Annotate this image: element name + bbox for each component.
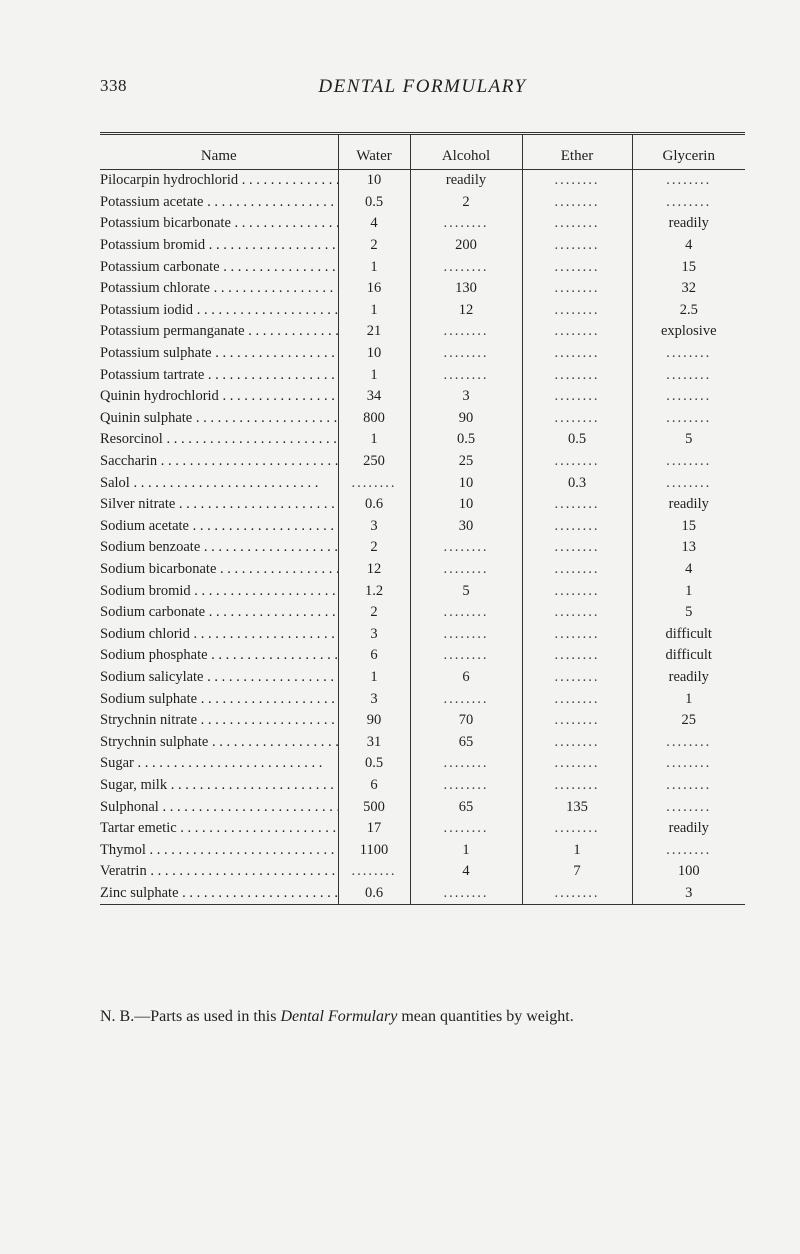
cell-glycerin: readily [632,213,745,235]
substance-name: Sodium bromid . . . [100,583,338,599]
substance-name: Salol . . . [100,475,318,491]
table-header-row [100,134,745,170]
cell-ether: ........ [522,235,632,257]
table-row [100,710,745,732]
cell-glycerin: 5 [632,429,745,451]
cell-glycerin: 2.5 [632,300,745,322]
cell-alcohol: 65 [410,731,522,753]
cell-name [100,321,338,343]
table-row [100,602,745,624]
cell-water: 1 [338,667,410,689]
cell-alcohol: ........ [410,645,522,667]
table-row [100,408,745,430]
cell-alcohol: 5 [410,580,522,602]
substance-name: Potassium bromid . . . [100,237,338,253]
cell-water: 3 [338,516,410,538]
cell-name [100,580,338,602]
cell-water: 3 [338,688,410,710]
cell-ether: ........ [522,731,632,753]
cell-water: 31 [338,731,410,753]
cell-water: 2 [338,602,410,624]
cell-ether: ........ [522,300,632,322]
cell-glycerin: ........ [632,343,745,365]
table-row [100,559,745,581]
footnote-prefix: N. B.—Parts as used in this [100,1008,281,1025]
cell-ether: 0.5 [522,429,632,451]
cell-glycerin: ........ [632,472,745,494]
cell-ether: ........ [522,192,632,214]
cell-name [100,753,338,775]
cell-water: 21 [338,321,410,343]
cell-name [100,494,338,516]
cell-water: 6 [338,775,410,797]
cell-ether: ........ [522,408,632,430]
cell-water: 1 [338,429,410,451]
substance-name: Quinin hydrochlorid . . . [100,388,338,404]
cell-water: 4 [338,213,410,235]
cell-alcohol: ........ [410,623,522,645]
table-row [100,645,745,667]
table-row [100,300,745,322]
cell-ether: ........ [522,256,632,278]
cell-alcohol: 2 [410,192,522,214]
table-row [100,839,745,861]
cell-alcohol: 30 [410,516,522,538]
cell-water: 6 [338,645,410,667]
cell-glycerin: 13 [632,537,745,559]
substance-name: Potassium permanganate . . . [100,323,338,339]
table-row [100,386,745,408]
cell-alcohol: 12 [410,300,522,322]
cell-alcohol: ........ [410,602,522,624]
substance-name: Sodium chlorid . . . [100,626,338,642]
cell-name [100,451,338,473]
table-row [100,278,745,300]
cell-ether: ........ [522,516,632,538]
solubility-table-container [100,132,745,905]
cell-ether: ........ [522,645,632,667]
cell-ether: 1 [522,839,632,861]
cell-name [100,170,338,192]
cell-ether: ........ [522,321,632,343]
substance-name: Sodium phosphate . . . [100,647,338,663]
cell-name [100,192,338,214]
cell-alcohol: 10 [410,472,522,494]
table-row [100,343,745,365]
cell-glycerin: 4 [632,559,745,581]
cell-alcohol: ........ [410,364,522,386]
cell-alcohol: ........ [410,537,522,559]
cell-ether: ........ [522,451,632,473]
column-header-alcohol: Alcohol [410,134,522,170]
cell-name [100,429,338,451]
column-header-ether: Ether [522,134,632,170]
cell-glycerin: 15 [632,256,745,278]
cell-glycerin: ........ [632,775,745,797]
cell-glycerin: 32 [632,278,745,300]
cell-glycerin: ........ [632,192,745,214]
substance-name: Strychnin nitrate . . . [100,712,338,728]
cell-ether: ........ [522,883,632,905]
cell-water: 2 [338,537,410,559]
cell-name [100,688,338,710]
cell-alcohol: 200 [410,235,522,257]
substance-name: Sulphonal . . . [100,799,338,815]
cell-glycerin: 5 [632,602,745,624]
cell-ether: ........ [522,559,632,581]
cell-ether: ........ [522,710,632,732]
cell-alcohol: 90 [410,408,522,430]
cell-water: 0.6 [338,883,410,905]
cell-ether: ........ [522,818,632,840]
substance-name: Sodium carbonate . . . [100,604,338,620]
table-row [100,494,745,516]
column-header-name: Name [100,134,338,170]
cell-water: 1 [338,300,410,322]
cell-name [100,710,338,732]
table-row [100,321,745,343]
cell-alcohol: ........ [410,256,522,278]
cell-water: 16 [338,278,410,300]
cell-water: 90 [338,710,410,732]
substance-name: Sodium bicarbonate . . . [100,561,338,577]
cell-ether: ........ [522,667,632,689]
substance-name: Potassium carbonate . . . [100,259,338,275]
cell-water: 0.6 [338,494,410,516]
page-header [100,76,745,100]
cell-glycerin: readily [632,667,745,689]
table-row [100,623,745,645]
cell-alcohol: 0.5 [410,429,522,451]
cell-name [100,559,338,581]
cell-ether: ........ [522,688,632,710]
cell-name [100,256,338,278]
column-header-water: Water [338,134,410,170]
substance-name: Tartar emetic . . . [100,820,338,836]
cell-ether: ........ [522,364,632,386]
cell-glycerin: ........ [632,451,745,473]
cell-water: 17 [338,818,410,840]
cell-alcohol: ........ [410,818,522,840]
cell-ether: ........ [522,170,632,192]
substance-name: Veratrin . . . [100,863,335,879]
substance-name: Potassium sulphate . . . [100,345,338,361]
cell-alcohol: 25 [410,451,522,473]
cell-alcohol: 10 [410,494,522,516]
cell-alcohol: 4 [410,861,522,883]
substance-name: Potassium tartrate . . . [100,367,338,383]
cell-water: 800 [338,408,410,430]
substance-name: Sodium sulphate . . . [100,691,338,707]
cell-glycerin: 1 [632,688,745,710]
substance-name: Pilocarpin hydrochlorid . . . [100,172,338,188]
cell-glycerin: ........ [632,386,745,408]
table-row [100,451,745,473]
substance-name: Sodium acetate . . . [100,518,338,534]
cell-glycerin: ........ [632,364,745,386]
substance-name: Silver nitrate . . . [100,496,338,512]
cell-alcohol: 6 [410,667,522,689]
table-row [100,516,745,538]
cell-alcohol: ........ [410,321,522,343]
cell-ether: ........ [522,386,632,408]
cell-name [100,775,338,797]
substance-name: Saccharin . . . [100,453,338,469]
cell-ether: ........ [522,537,632,559]
cell-alcohol: ........ [410,883,522,905]
table-row [100,192,745,214]
cell-ether: ........ [522,602,632,624]
cell-alcohol: ........ [410,343,522,365]
cell-name [100,796,338,818]
cell-name [100,300,338,322]
cell-alcohol: readily [410,170,522,192]
substance-name: Quinin sulphate . . . [100,410,338,426]
cell-water: 1 [338,256,410,278]
cell-alcohol: ........ [410,753,522,775]
cell-glycerin: ........ [632,796,745,818]
cell-water: 2 [338,235,410,257]
cell-ether: ........ [522,623,632,645]
cell-name [100,839,338,861]
cell-name [100,623,338,645]
cell-alcohol: ........ [410,775,522,797]
cell-water: ........ [338,861,410,883]
cell-water: 1100 [338,839,410,861]
cell-water: 1.2 [338,580,410,602]
substance-name: Potassium chlorate . . . [100,280,338,296]
table-row [100,170,745,192]
cell-water: 0.5 [338,192,410,214]
footnote-suffix: mean quantities by weight. [397,1008,574,1025]
cell-name [100,213,338,235]
substance-name: Sugar, milk . . . [100,777,338,793]
cell-name [100,645,338,667]
table-row [100,775,745,797]
substance-name: Thymol . . . [100,842,334,858]
table-body [100,170,745,905]
cell-ether: ........ [522,343,632,365]
cell-name [100,278,338,300]
cell-water: 10 [338,170,410,192]
table-row [100,667,745,689]
cell-name [100,883,338,905]
cell-alcohol: 130 [410,278,522,300]
cell-name [100,818,338,840]
cell-ether: ........ [522,775,632,797]
substance-name: Potassium acetate . . . [100,194,338,210]
cell-water: ........ [338,472,410,494]
cell-name [100,602,338,624]
substance-name: Zinc sulphate . . . [100,885,338,901]
substance-name: Potassium bicarbonate . . . [100,215,338,231]
cell-glycerin: explosive [632,321,745,343]
table-row [100,537,745,559]
cell-water: 3 [338,623,410,645]
cell-water: 12 [338,559,410,581]
cell-glycerin: ........ [632,170,745,192]
cell-ether: ........ [522,753,632,775]
table-row [100,429,745,451]
cell-alcohol: ........ [410,559,522,581]
cell-ether: 7 [522,861,632,883]
table-row [100,688,745,710]
substance-name: Sodium benzoate . . . [100,539,338,555]
solubility-table [100,132,745,905]
cell-alcohol: 1 [410,839,522,861]
substance-name: Resorcinol . . . [100,431,338,447]
table-row [100,213,745,235]
cell-name [100,516,338,538]
cell-name [100,408,338,430]
cell-glycerin: readily [632,818,745,840]
cell-name [100,364,338,386]
table-row [100,883,745,905]
table-row [100,731,745,753]
substance-name: Sodium salicylate . . . [100,669,338,685]
cell-glycerin: 4 [632,235,745,257]
table-row [100,861,745,883]
cell-glycerin: 3 [632,883,745,905]
cell-glycerin: 25 [632,710,745,732]
table-row [100,256,745,278]
substance-name: Potassium iodid . . . [100,302,338,318]
cell-name [100,472,338,494]
cell-name [100,731,338,753]
cell-water: 500 [338,796,410,818]
cell-name [100,667,338,689]
table-row [100,796,745,818]
cell-water: 250 [338,451,410,473]
table-row [100,818,745,840]
cell-glycerin: ........ [632,408,745,430]
cell-alcohol: 65 [410,796,522,818]
cell-ether: ........ [522,580,632,602]
cell-ether: 135 [522,796,632,818]
cell-water: 34 [338,386,410,408]
cell-glycerin: difficult [632,623,745,645]
cell-glycerin: difficult [632,645,745,667]
cell-ether: ........ [522,278,632,300]
cell-glycerin: 1 [632,580,745,602]
cell-water: 0.5 [338,753,410,775]
cell-ether: 0.3 [522,472,632,494]
cell-name [100,537,338,559]
cell-alcohol: ........ [410,213,522,235]
cell-ether: ........ [522,213,632,235]
cell-glycerin: 15 [632,516,745,538]
cell-glycerin: readily [632,494,745,516]
cell-glycerin: ........ [632,731,745,753]
cell-name [100,386,338,408]
cell-ether: ........ [522,494,632,516]
table-row [100,472,745,494]
cell-alcohol: 70 [410,710,522,732]
table-row [100,364,745,386]
cell-alcohol: ........ [410,688,522,710]
cell-glycerin: ........ [632,839,745,861]
substance-name: Strychnin sulphate . . . [100,734,338,750]
page-number: 338 [100,76,127,95]
table-row [100,580,745,602]
table-row [100,753,745,775]
footnote-italic-title: Dental Formulary [280,1008,398,1025]
cell-glycerin: ........ [632,753,745,775]
table-row [100,235,745,257]
cell-water: 1 [338,364,410,386]
cell-name [100,343,338,365]
cell-name [100,235,338,257]
cell-name [100,861,338,883]
column-header-glycerin: Glycerin [632,134,745,170]
running-title: DENTAL FORMULARY [318,76,527,97]
cell-water: 10 [338,343,410,365]
cell-glycerin: 100 [632,861,745,883]
cell-alcohol: 3 [410,386,522,408]
footnote [100,1007,745,1027]
substance-name: Sugar . . . [100,755,322,771]
